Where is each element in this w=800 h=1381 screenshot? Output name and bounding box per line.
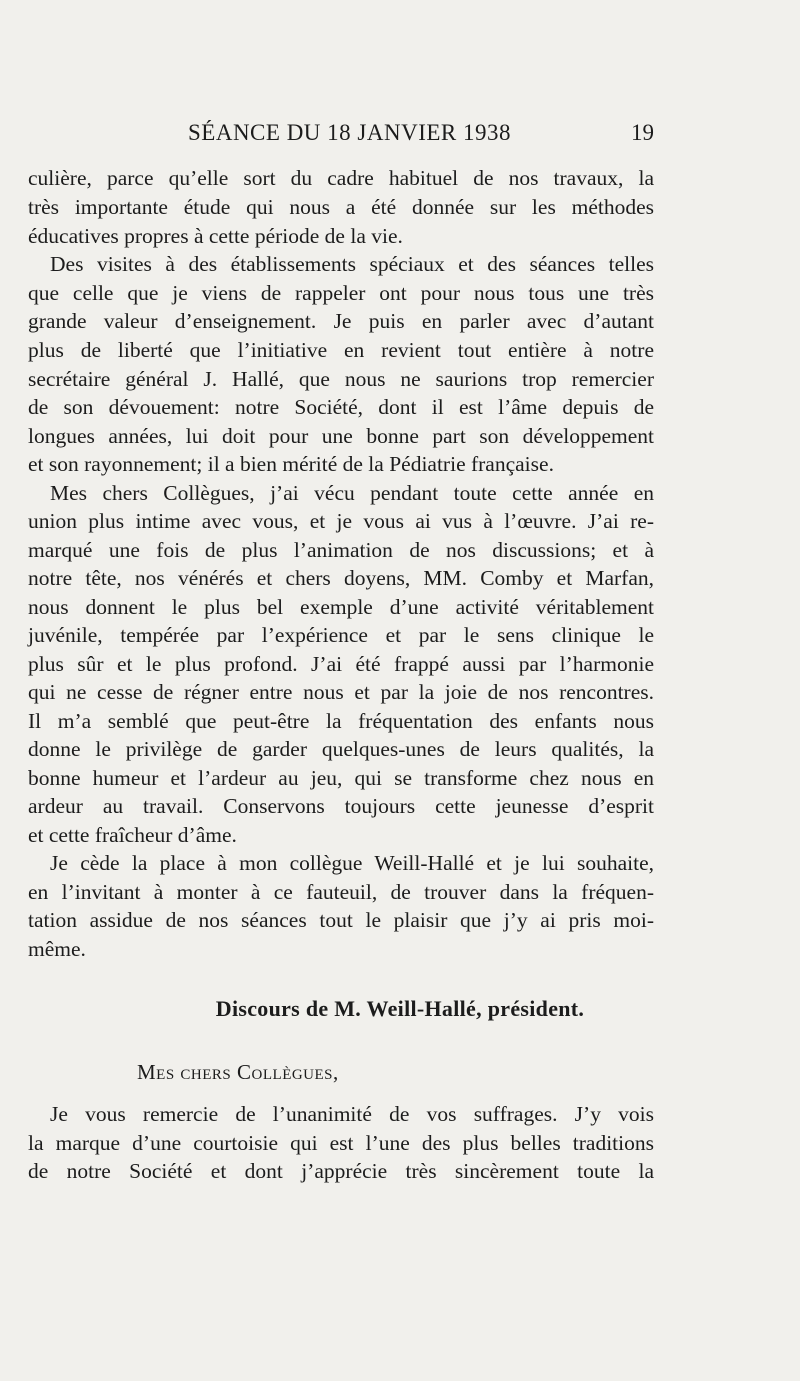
text-line: longues années, lui doit pour une bonne part son développement bbox=[28, 424, 654, 448]
text-line: plus sûr et le plus profond. J’ai été frappé aussi par l’harmonie bbox=[28, 652, 654, 676]
text-line: donne le privilège de garder quelques-unes de leurs qualités, la bbox=[28, 737, 654, 761]
salutation: Mes chers Collègues, bbox=[137, 1060, 339, 1084]
text-line: éducatives propres à cette période de la vie. bbox=[28, 224, 403, 248]
text-line: Je vous remercie de l’unanimité de vos suffrages. J’y vois bbox=[50, 1102, 654, 1126]
text-line: Des visites à des établissements spéciaux et des séances telles bbox=[50, 252, 654, 276]
text-line: notre tête, nos vénérés et chers doyens, MM. Comby et Marfan, bbox=[28, 566, 654, 590]
text-line: que celle que je viens de rappeler ont pour nous tous une très bbox=[28, 281, 654, 305]
text-line: même. bbox=[28, 937, 86, 961]
section-heading: Discours de M. Weill-Hallé, président. bbox=[215, 996, 585, 1021]
text-line: marqué une fois de plus l’animation de nos discussions; et à bbox=[28, 538, 654, 562]
text-line: Il m’a semblé que peut-être la fréquentation des enfants nous bbox=[28, 709, 654, 733]
text-line: union plus intime avec vous, et je vous ai vus à l’œuvre. J’ai re- bbox=[28, 509, 654, 533]
text-line: tation assidue de nos séances tout le plaisir que j’y ai pris moi- bbox=[28, 908, 654, 932]
text-line: qui ne cesse de régner entre nous et par la joie de nos rencontres. bbox=[28, 680, 654, 704]
text-line: très importante étude qui nous a été donnée sur les méthodes bbox=[28, 195, 654, 219]
running-header bbox=[188, 120, 654, 154]
text-line: et cette fraîcheur d’âme. bbox=[28, 823, 237, 847]
text-line: Mes chers Collègues, j’ai vécu pendant toute cette année en bbox=[50, 481, 654, 505]
text-line: la marque d’une courtoisie qui est l’une des plus belles traditions bbox=[28, 1131, 654, 1155]
text-line: en l’invitant à monter à ce fauteuil, de trouver dans la fréquen- bbox=[28, 880, 654, 904]
text-line: grande valeur d’enseignement. Je puis en parler avec d’autant bbox=[28, 309, 654, 333]
text-line: bonne humeur et l’ardeur au jeu, qui se transforme chez nous en bbox=[28, 766, 654, 790]
text-line: culière, parce qu’elle sort du cadre habituel de nos travaux, la bbox=[28, 166, 654, 190]
text-line: nous donnent le plus bel exemple d’une activité véritablement bbox=[28, 595, 654, 619]
text-line: de son dévouement: notre Société, dont il est l’âme depuis de bbox=[28, 395, 654, 419]
running-title: SÉANCE DU 18 JANVIER 1938 bbox=[188, 120, 511, 145]
text-line: Je cède la place à mon collègue Weill-Hallé et je lui souhaite, bbox=[50, 851, 654, 875]
page-number: 19 bbox=[631, 120, 654, 145]
text-line: plus de liberté que l’initiative en revient tout entière à notre bbox=[28, 338, 654, 362]
text-line: juvénile, tempérée par l’expérience et par le sens clinique le bbox=[28, 623, 654, 647]
text-line: et son rayonnement; il a bien mérité de la Pédiatrie française. bbox=[28, 452, 554, 476]
text-line: de notre Société et dont j’apprécie très sincèrement toute la bbox=[28, 1159, 654, 1183]
text-line: secrétaire général J. Hallé, que nous ne saurions trop remercier bbox=[28, 367, 654, 391]
text-line: ardeur au travail. Conservons toujours cette jeunesse d’esprit bbox=[28, 794, 654, 818]
